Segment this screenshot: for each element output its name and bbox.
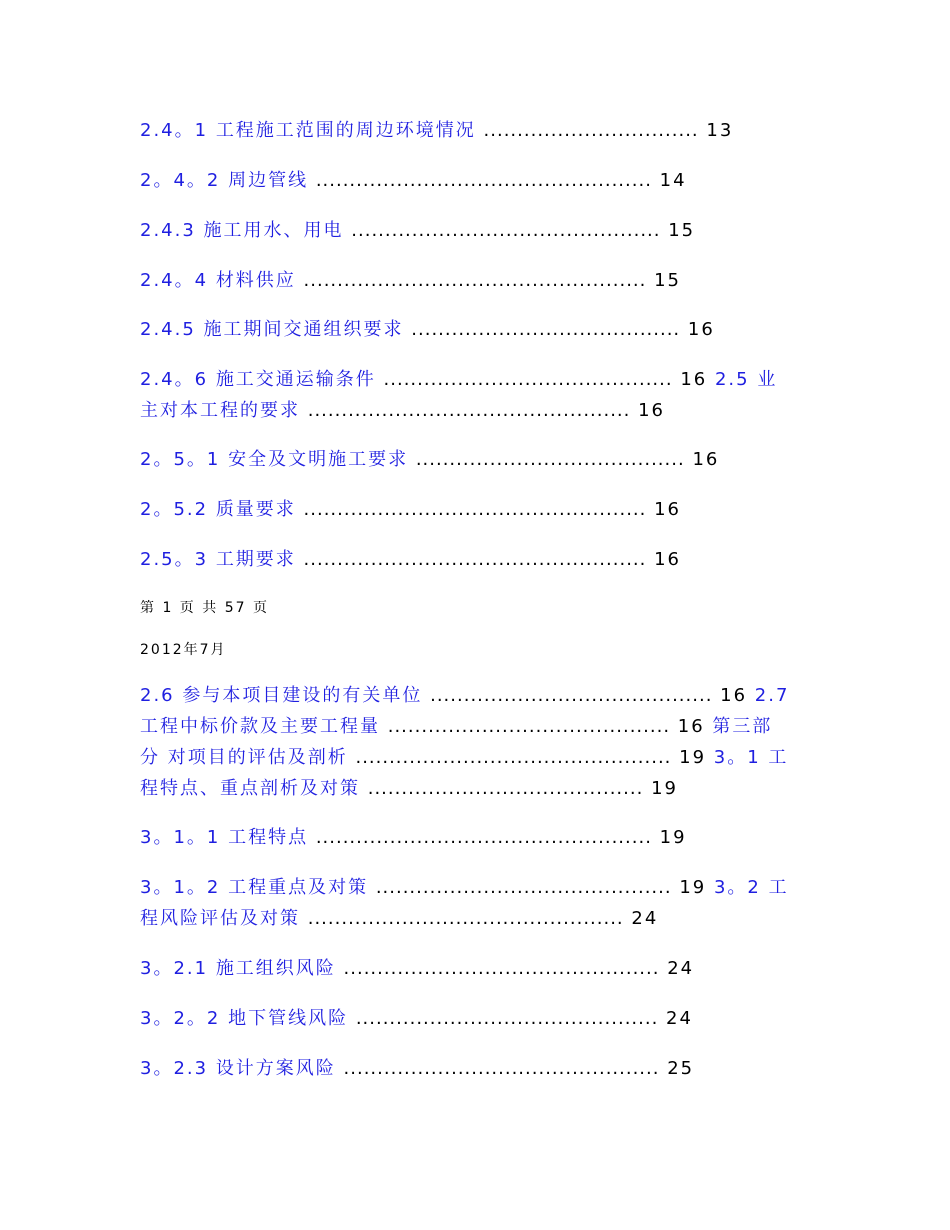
document-date: 2012年7月 bbox=[140, 642, 227, 658]
toc-title: 分 对项目的评估及剖析 bbox=[140, 747, 348, 768]
toc-page: 24 bbox=[631, 908, 659, 929]
toc-leader: ......................................... bbox=[367, 778, 644, 799]
toc-leader: ................................................ bbox=[307, 400, 631, 421]
toc-entry[interactable] bbox=[140, 120, 733, 142]
toc-title: 工程施工范围的周边环境情况 bbox=[215, 120, 476, 141]
toc-leader: ................................ bbox=[483, 120, 699, 141]
toc-leader: .......................................... bbox=[430, 685, 713, 706]
toc-title: 地下管线风险 bbox=[228, 1008, 349, 1029]
toc-entry[interactable] bbox=[140, 1008, 693, 1030]
toc-entry[interactable] bbox=[140, 1058, 694, 1080]
toc-title: 工期要求 bbox=[215, 549, 296, 570]
toc-number: 2.5 bbox=[714, 369, 750, 390]
toc-entry[interactable] bbox=[140, 958, 694, 980]
toc-page: 14 bbox=[659, 170, 687, 191]
toc-page: 25 bbox=[667, 1058, 695, 1079]
toc-leader: .................................................. bbox=[315, 170, 652, 191]
toc-page: 19 bbox=[659, 827, 687, 848]
toc-page: 24 bbox=[666, 1008, 693, 1029]
toc-page: 16 bbox=[687, 319, 715, 340]
page-number-footer: 第 1 页 共 57 页 bbox=[140, 600, 269, 616]
toc-title: 工程中标价款及主要工程量 bbox=[140, 716, 380, 737]
toc-page: 16 bbox=[638, 400, 666, 421]
toc-number: 3。2.3 bbox=[140, 1058, 209, 1079]
toc-leader: ........................................ bbox=[415, 449, 685, 470]
toc-title: 工程特点 bbox=[228, 827, 309, 848]
toc-entry[interactable] bbox=[140, 716, 772, 738]
toc-title: 施工组织风险 bbox=[215, 958, 336, 979]
toc-page: 15 bbox=[668, 220, 696, 241]
toc-entry[interactable] bbox=[140, 549, 681, 571]
toc-number: 3。1 bbox=[713, 747, 761, 768]
toc-leader: ........................................... bbox=[383, 369, 673, 390]
toc-page: 19 bbox=[651, 778, 678, 799]
toc-title: 主对本工程的要求 bbox=[140, 400, 300, 421]
toc-number: 2.7 bbox=[754, 685, 790, 706]
toc-title: 质量要求 bbox=[215, 499, 296, 520]
toc-title: 施工用水、用电 bbox=[203, 220, 344, 241]
toc-leader: ................................................... bbox=[303, 270, 647, 291]
toc-leader: ............................................ bbox=[375, 877, 672, 898]
toc-page: 16 bbox=[677, 716, 705, 737]
toc-entry[interactable] bbox=[140, 270, 681, 292]
toc-leader: ................................................... bbox=[303, 499, 647, 520]
toc-title: 工程重点及对策 bbox=[228, 877, 369, 898]
toc-entry[interactable] bbox=[140, 827, 687, 849]
toc-leader: ............................................... bbox=[343, 958, 660, 979]
toc-number: 2.4。4 bbox=[140, 270, 209, 291]
toc-number: 2.6 bbox=[140, 685, 175, 706]
toc-leader: .......................................... bbox=[387, 716, 671, 737]
toc-leader: ................................................... bbox=[303, 549, 647, 570]
toc-number: 2.4.5 bbox=[140, 319, 196, 340]
toc-title: 程特点、重点剖析及对策 bbox=[140, 778, 360, 799]
toc-leader: ............................................... bbox=[343, 1058, 660, 1079]
toc-title: 施工期间交通组织要求 bbox=[203, 319, 404, 340]
toc-title: 施工交通运输条件 bbox=[215, 369, 376, 390]
toc-number: 2。5.2 bbox=[140, 499, 209, 520]
toc-entry[interactable] bbox=[140, 319, 715, 341]
toc-entry[interactable] bbox=[140, 220, 695, 242]
toc-page: 16 bbox=[720, 685, 748, 706]
toc-number: 3。1。2 bbox=[140, 877, 221, 898]
toc-title: 工 bbox=[768, 747, 789, 768]
toc-title: 周边管线 bbox=[228, 170, 309, 191]
toc-leader: ............................................. bbox=[355, 1008, 659, 1029]
toc-entry[interactable] bbox=[140, 747, 788, 769]
toc-leader: ............................................... bbox=[355, 747, 672, 768]
toc-number: 3。2.1 bbox=[140, 958, 209, 979]
toc-entry[interactable] bbox=[140, 369, 777, 391]
toc-entry[interactable] bbox=[140, 400, 665, 422]
toc-number: 2.4.3 bbox=[140, 220, 196, 241]
toc-title: 第三部 bbox=[712, 716, 773, 737]
toc-number: 3。2。2 bbox=[140, 1008, 221, 1029]
toc-number: 2。5。1 bbox=[140, 449, 221, 470]
toc-leader: .................................................. bbox=[315, 827, 652, 848]
toc-title: 安全及文明施工要求 bbox=[228, 449, 409, 470]
toc-page: 24 bbox=[667, 958, 695, 979]
toc-number: 2.4。6 bbox=[140, 369, 209, 390]
toc-page: 16 bbox=[654, 549, 681, 570]
toc-title: 材料供应 bbox=[215, 270, 296, 291]
toc-entry[interactable] bbox=[140, 170, 687, 192]
toc-number: 2.4。1 bbox=[140, 120, 209, 141]
toc-entry[interactable] bbox=[140, 877, 789, 899]
toc-title: 工 bbox=[768, 877, 789, 898]
toc-page: 13 bbox=[706, 120, 734, 141]
toc-entry[interactable] bbox=[140, 449, 719, 471]
toc-title: 参与本项目建设的有关单位 bbox=[182, 685, 423, 706]
toc-number: 2.5。3 bbox=[140, 549, 209, 570]
toc-number: 2。4。2 bbox=[140, 170, 221, 191]
toc-number: 3。2 bbox=[713, 877, 761, 898]
toc-title: 业 bbox=[757, 369, 778, 390]
toc-page: 16 bbox=[654, 499, 681, 520]
toc-leader: ........................................ bbox=[411, 319, 681, 340]
toc-leader: .............................................. bbox=[351, 220, 661, 241]
toc-title: 程风险评估及对策 bbox=[140, 908, 300, 929]
toc-page: 19 bbox=[679, 877, 707, 898]
toc-entry[interactable] bbox=[140, 778, 678, 800]
toc-number: 3。1。1 bbox=[140, 827, 221, 848]
toc-title: 设计方案风险 bbox=[215, 1058, 336, 1079]
toc-page: 19 bbox=[679, 747, 707, 768]
toc-entry[interactable] bbox=[140, 685, 789, 707]
toc-entry[interactable] bbox=[140, 908, 658, 930]
toc-page: 15 bbox=[654, 270, 681, 291]
toc-entry[interactable] bbox=[140, 499, 681, 521]
toc-leader: ............................................... bbox=[307, 908, 624, 929]
toc-page: 16 bbox=[680, 369, 708, 390]
toc-page: 16 bbox=[692, 449, 720, 470]
